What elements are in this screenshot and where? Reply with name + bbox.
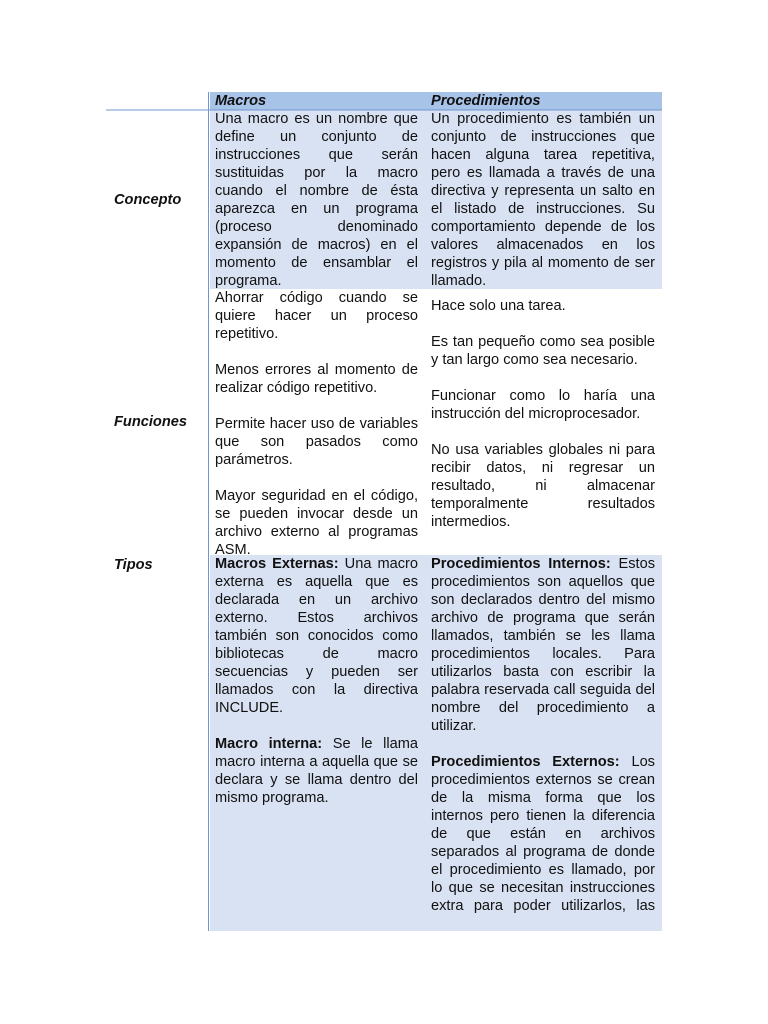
cell-text: Una macro es un nombre que define un conjunto de instrucciones que serán sustituidas por la macro cuando el nombre de ésta aparezca en un programa (proceso denominado expansión de macros) en el momento de ensamblar el programa.: [215, 111, 418, 289]
tipo-macro-externa: [215, 555, 418, 717]
funcion-macro-item: Menos errores al momento de realizar código repetitivo.: [215, 362, 418, 396]
cell-tipos-macros: [215, 555, 418, 807]
funcion-macro-item: Permite hacer uso de variables que son pasados como parámetros.: [215, 416, 418, 468]
row-label-concepto: Concepto: [114, 192, 182, 208]
term-label: Procedimientos Internos:: [431, 556, 611, 572]
term-label: Macros Externas:: [215, 556, 339, 572]
term-label: Macro interna:: [215, 736, 323, 752]
funcion-procedimiento-item: Funcionar como lo haría una instrucción del microprocesador.: [431, 388, 655, 422]
term-label: Procedimientos Externos:: [431, 754, 620, 770]
funcion-procedimiento-item: Es tan pequeño como sea posible y tan largo como sea necesario.: [431, 334, 655, 368]
funcion-macro-item: Ahorrar código cuando se quiere hacer un proceso repetitivo.: [215, 290, 418, 342]
row-label-funciones: Funciones: [114, 414, 187, 430]
cell-tipos-procedimientos: [431, 555, 655, 931]
row-label-tipos: Tipos: [114, 557, 153, 573]
column-header-procedimientos: Procedimientos: [431, 93, 541, 109]
cell-text: Un procedimiento es también un conjunto de instrucciones que hacen alguna tarea repetitiva, pero es llamada a través de una directiva y representa un salto en el listado de instrucciones. Su comportamiento depende de los valores almacenados en los registros y pila al momento de ser llamado.: [431, 111, 655, 289]
funcion-procedimiento-item: Hace solo una tarea.: [431, 298, 566, 314]
cell-concepto-procedimientos: [431, 110, 655, 290]
funcion-procedimiento-item: No usa variables globales ni para recibir datos, ni regresar un resultado, ni almacenar temporalmente resultados intermedios.: [431, 442, 655, 530]
funcion-macro-item: Mayor seguridad en el código, se pueden invocar desde un archivo externo al programas ASM.: [215, 488, 418, 558]
cell-concepto-macros: [215, 110, 418, 290]
cell-funciones-procedimientos: [431, 297, 655, 531]
tipo-procedimiento-interno: [431, 555, 655, 735]
column-header-macros: Macros: [215, 93, 267, 109]
term-description: Se le llama macro interna a aquella que se declara y se llama dentro del mismo programa.: [215, 736, 418, 806]
term-description: Estos procedimientos son aquellos que son declarados dentro del mismo archivo de programa que serán llamados, también se les llama procedimientos locales. Para utilizarlos basta con escribir la palabra reservada call seguida del nombre del procedimiento a utilizar.: [431, 556, 655, 734]
cell-funciones-macros: [215, 289, 418, 559]
tipo-macro-interna: [215, 735, 418, 807]
tipo-procedimiento-externo: [431, 753, 655, 915]
term-description: Los procedimientos externos se crean de la misma forma que los internos pero tienen la diferencia de que están en archivos separados al programa de donde el procedimiento es llamado, por lo que se necesitan instrucciones extra para poder utilizarlos, las: [431, 754, 655, 914]
term-description: Una macro externa es aquella que es declarada en un archivo externo. Estos archivos también son conocidos como bibliotecas de macro secuencias y pueden ser llamados con la directiva INCLUDE.: [215, 556, 418, 716]
